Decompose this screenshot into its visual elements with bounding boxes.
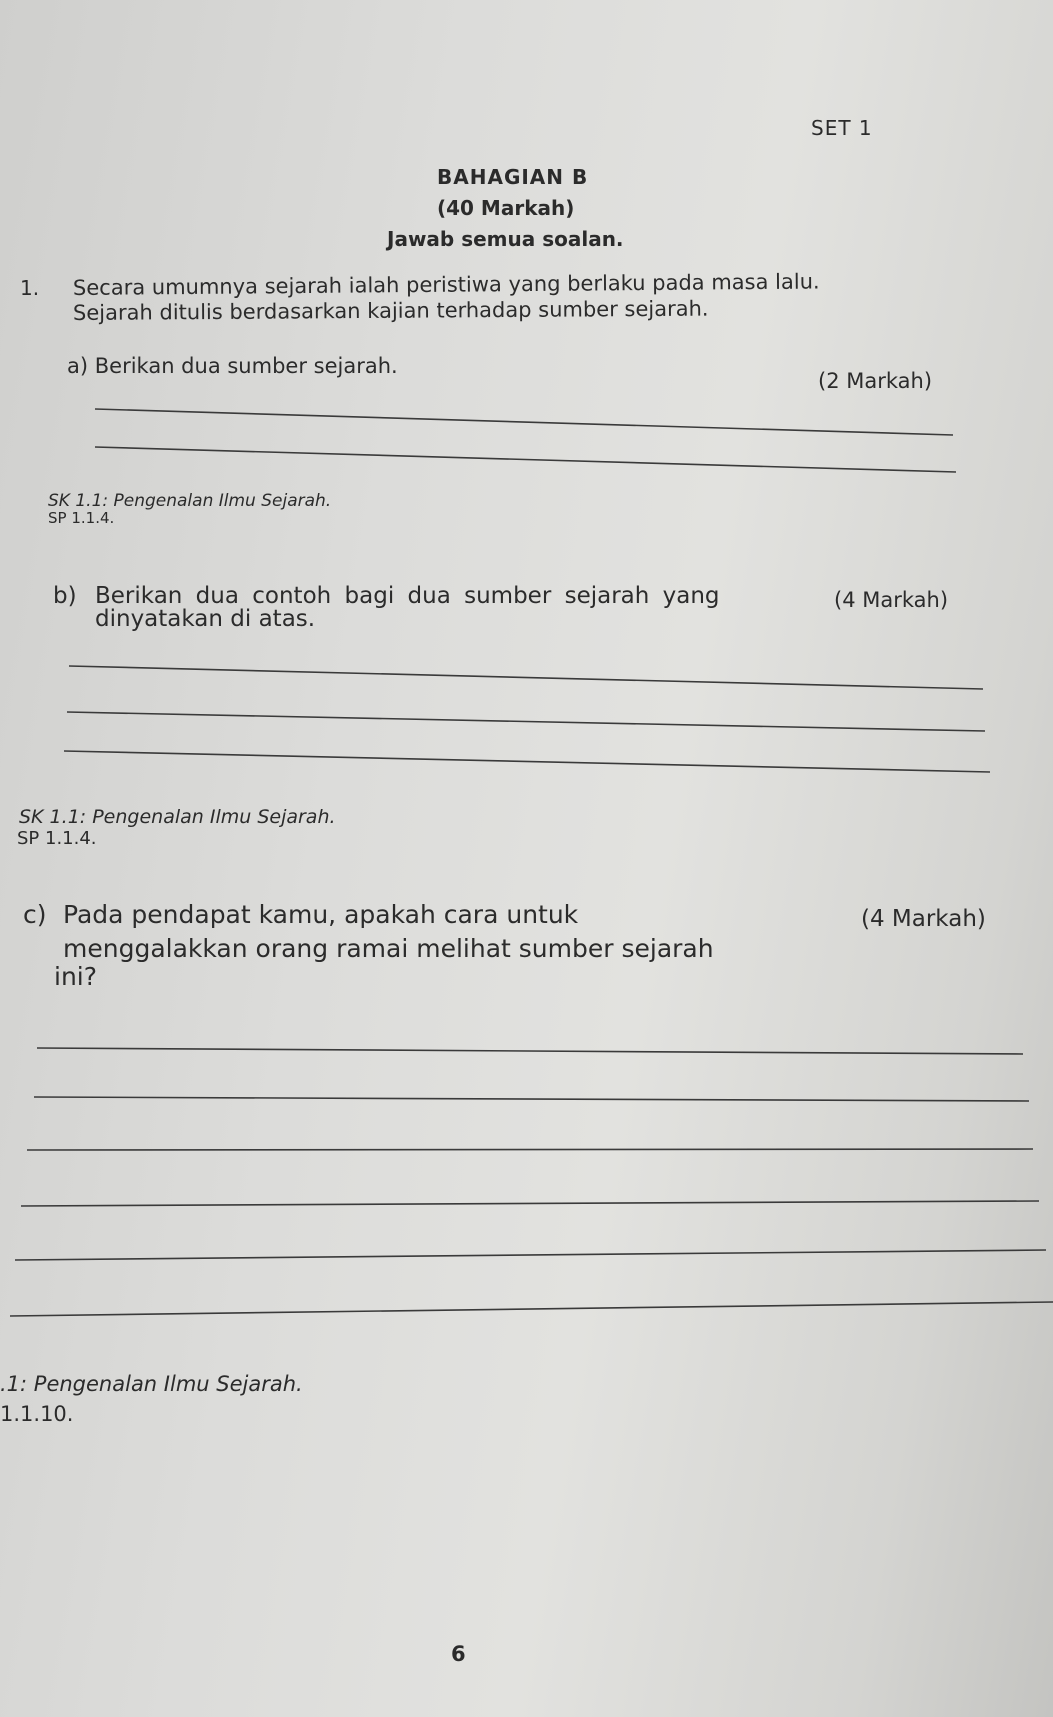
- part-b-standard-reference: SK 1.1: Pengenalan Ilmu Sejarah.: [19, 806, 336, 828]
- instruction: Jawab semua soalan.: [387, 227, 624, 251]
- total-marks: (40 Markah): [437, 196, 575, 220]
- part-a-standard-reference: SK 1.1: Pengenalan Ilmu Sejarah.: [48, 491, 332, 511]
- part-c-answer-line-1[interactable]: [37, 1048, 1023, 1054]
- part-c-letter: c): [23, 900, 47, 929]
- part-b-answer-line-1[interactable]: [69, 666, 983, 689]
- part-b-answer-line-3[interactable]: [64, 751, 990, 772]
- part-b-answer-line-2[interactable]: [67, 712, 985, 731]
- part-b-marks: (4 Markah): [834, 588, 949, 612]
- part-c-marks: (4 Markah): [861, 906, 986, 932]
- part-c-question-line-2: menggalakkan orang ramai melihat sumber sejarah: [63, 934, 714, 963]
- part-a-question: a) Berikan dua sumber sejarah.: [67, 354, 398, 378]
- part-c-standard-reference: .1: Pengenalan Ilmu Sejarah.: [0, 1372, 303, 1396]
- part-c-question-line-3: ini?: [54, 962, 98, 991]
- part-a-performance-reference: SP 1.1.4.: [48, 509, 115, 527]
- part-c-question-line-1: Pada pendapat kamu, apakah cara untuk: [63, 900, 579, 929]
- question-intro-line-2: Sejarah ditulis berdasarkan kajian terhadap sumber sejarah.: [72, 296, 709, 325]
- part-c-answer-line-4[interactable]: [21, 1201, 1039, 1206]
- part-c-answer-line-6[interactable]: [10, 1302, 1053, 1316]
- part-b-question-line-2: dinyatakan di atas.: [95, 606, 316, 632]
- part-b-question-line-1: Berikan dua contoh bagi dua sumber sejarah yang: [95, 583, 720, 609]
- part-c-answer-line-2[interactable]: [34, 1097, 1029, 1101]
- page-number: 6: [451, 1642, 466, 1666]
- part-c-performance-reference: 1.1.10.: [0, 1402, 74, 1426]
- part-b-letter: b): [53, 583, 77, 609]
- question-number: 1.: [20, 276, 40, 300]
- part-c-answer-line-5[interactable]: [15, 1250, 1046, 1260]
- part-a-marks: (2 Markah): [818, 369, 933, 393]
- set-label: SET 1: [811, 116, 873, 140]
- part-a-answer-line-1[interactable]: [95, 409, 953, 435]
- part-a-answer-line-2[interactable]: [95, 447, 956, 472]
- question-intro-line-1: Secara umumnya sejarah ialah peristiwa yang berlaku pada masa lalu.: [72, 269, 820, 300]
- section-title: BAHAGIAN B: [437, 165, 589, 189]
- part-b-performance-reference: SP 1.1.4.: [17, 828, 97, 849]
- part-c-answer-line-3[interactable]: [27, 1149, 1033, 1150]
